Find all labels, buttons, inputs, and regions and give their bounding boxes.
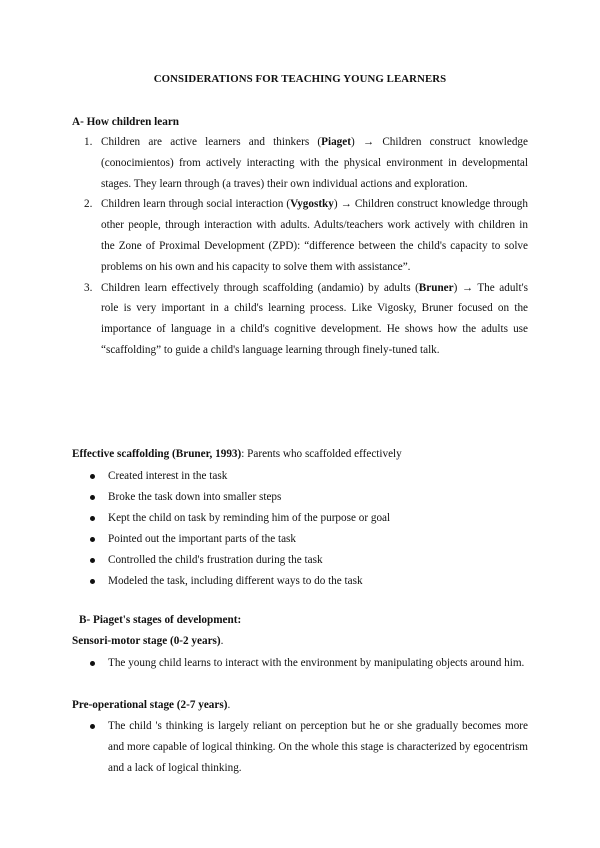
- list-item-piaget: [72, 132, 528, 194]
- list-item-text: Created interest in the task: [108, 470, 228, 482]
- list-item: [72, 550, 528, 571]
- stage-2-list: [72, 716, 528, 778]
- item-text-pre: Children learn through social interaction (: [101, 198, 291, 211]
- stage-1-label: [72, 631, 528, 652]
- list-item: [72, 653, 528, 674]
- list-item: [72, 508, 528, 529]
- section-b-heading: B- Piaget's stages of development:: [79, 614, 242, 626]
- bullet-icon: [90, 474, 95, 479]
- item-text-post: ) → Children construct knowledge (conocimientos) from actively interacting with the physical environment in developmental stages. They learn through (a traves) their own individual actions and exploration.: [101, 136, 528, 190]
- stage-1-list: [72, 653, 528, 674]
- stage-2-title: Pre-operational stage (2-7 years): [72, 699, 228, 711]
- list-item-text: The child 's thinking is largely reliant on perception but he or she gradually becomes more and more capable of logical thinking. On the whole this stage is characterized by egocentrism and a lack of logical thinking.: [108, 720, 528, 774]
- bullet-icon: [90, 661, 95, 666]
- learning-theories-list: [72, 132, 528, 361]
- list-item: [72, 487, 528, 508]
- list-item-bruner: [72, 278, 528, 361]
- item-text-post: ) → The adult's role is very important in a child's learning process. Like Vigosky, Bruner focused on the importance of language in a child's cognitive development. He shows how the adults use “scaffolding” to guide a child's language learning through finely-tuned talk.: [101, 281, 528, 356]
- list-item: [72, 466, 528, 487]
- theorist-name: Vygostky: [290, 198, 334, 211]
- list-item-text: Pointed out the important parts of the task: [108, 533, 296, 545]
- section-a-heading: A- How children learn: [72, 116, 180, 128]
- list-item-vygotsky: [72, 194, 528, 277]
- document-title: CONSIDERATIONS FOR TEACHING YOUNG LEARNERS: [153, 73, 447, 85]
- bullet-icon: [90, 558, 95, 563]
- stage-2-punct: .: [227, 699, 231, 711]
- bullet-icon: [90, 724, 95, 729]
- list-item-text: The young child learns to interact with the environment by manipulating objects around him.: [108, 657, 525, 669]
- scaffolding-list: [72, 466, 528, 592]
- stage-1-title: Sensori-motor stage (0-2 years): [72, 635, 221, 647]
- scaffolding-intro-text: : Parents who scaffolded effectively: [241, 448, 402, 460]
- stage-2-label: [72, 695, 528, 716]
- list-item-text: Kept the child on task by reminding him of the purpose or goal: [108, 512, 391, 524]
- list-number: 1.: [84, 136, 93, 148]
- scaffolding-intro: [72, 444, 528, 465]
- list-item: [72, 716, 528, 778]
- theorist-name: Bruner: [418, 281, 454, 294]
- bullet-icon: [90, 537, 95, 542]
- list-item-text: Modeled the task, including different ways to do the task: [108, 575, 363, 587]
- stage-1-punct: .: [220, 635, 224, 647]
- list-item-text: Broke the task down into smaller steps: [108, 491, 282, 503]
- list-item: [72, 571, 528, 592]
- scaffolding-label: Effective scaffolding (Bruner, 1993): [72, 448, 242, 460]
- list-item: [72, 529, 528, 550]
- bullet-icon: [90, 516, 95, 521]
- item-text-post: ) → Children construct knowledge through other people, through interaction with adults. Adults/teachers work actively with children in the Zone of Proximal Development (ZPD): “difference between the child's capacity to solve problems on his own and his capacity to solve them with assistance”.: [101, 198, 528, 273]
- item-text-pre: Children are active learners and thinkers (: [101, 136, 322, 148]
- bullet-icon: [90, 495, 95, 500]
- list-number: 2.: [84, 198, 93, 211]
- item-text-pre: Children learn effectively through scaffolding (andamio) by adults (: [101, 281, 419, 294]
- theorist-name: Piaget: [321, 136, 351, 148]
- bullet-icon: [90, 579, 95, 584]
- list-number: 3.: [84, 281, 93, 294]
- list-item-text: Controlled the child's frustration during the task: [108, 554, 323, 566]
